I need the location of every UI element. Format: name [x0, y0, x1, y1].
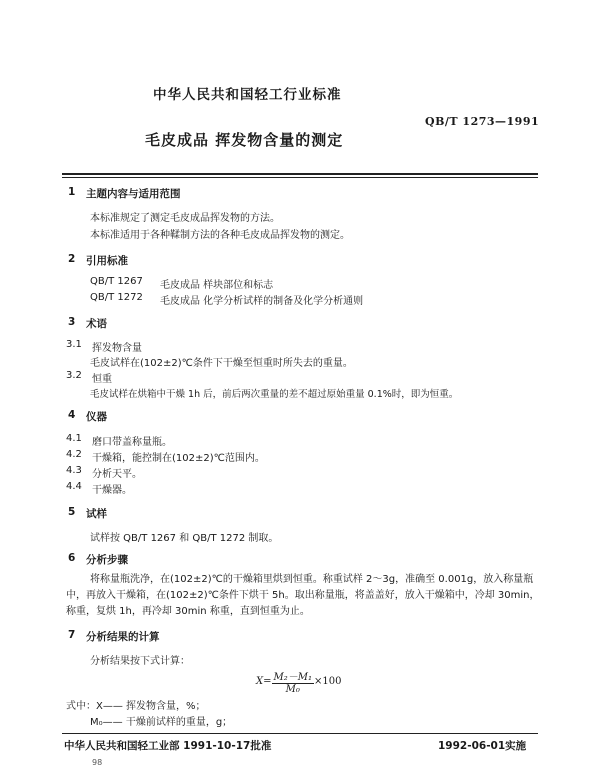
subsection-number: 3.2: [66, 370, 82, 381]
document-title: 毛皮成品 挥发物含量的测定: [145, 131, 344, 149]
list-item-number: 4.2: [66, 449, 82, 460]
reference-code: QB/T 1272: [90, 292, 143, 303]
list-item-text: 干燥箱，能控制在(102±2)℃范围内。: [92, 453, 265, 464]
section-6-number: 6: [68, 552, 76, 564]
effective-date: 1992-06-01实施: [438, 740, 527, 752]
section-6-title: 分析步骤: [86, 554, 128, 566]
list-item-text: 分析天平。: [92, 469, 142, 480]
subsection-title: 恒重: [92, 374, 112, 385]
section-1-title: 主题内容与适用范围: [86, 188, 181, 200]
footer-rule: [62, 733, 538, 734]
standard-code: QB/T 1273—1991: [425, 115, 540, 128]
page-number: 98: [92, 758, 103, 767]
section-5-number: 5: [68, 506, 76, 518]
variable-definition: M₀—— 干燥前试样的重量，g；: [90, 717, 233, 728]
reference-title: 毛皮成品 化学分析试样的制备及化学分析通则: [160, 296, 364, 307]
section-5-text: 试样按 QB/T 1267 和 QB/T 1272 制取。: [90, 533, 279, 544]
approval-statement: 中华人民共和国轻工业部 1991-10-17批准: [64, 740, 272, 752]
header-rule-thick: [62, 173, 538, 175]
procedure-paragraph: 将称量瓶洗净，在(102±2)℃的干燥箱里烘到恒重。称重试样 2～3g，准确至 0.001g，放入称量瓶中，再放入干燥箱，在(102±2)℃条件下烘干 5h。取出称量瓶，将盖盖好，放入干燥箱中，冷却 30min，称重，复烘 1h，再冷却 30min 称重，直到恒重为止。: [66, 574, 540, 617]
list-item-text: 磨口带盖称量瓶。: [92, 437, 172, 448]
reference-code: QB/T 1267: [90, 276, 143, 287]
formula-rhs: ×100: [314, 676, 342, 687]
section-1-number: 1: [68, 186, 76, 198]
calculation-intro: 分析结果按下式计算：: [90, 656, 190, 667]
term-definition: 毛皮试样在烘箱中干燥 1h 后，前后两次重量的差不超过原始重量 0.1%时，即为恒重。: [90, 389, 459, 400]
formula: [256, 668, 341, 695]
section-1-line: 本标准适用于各种鞣制方法的各种毛皮成品挥发物的测定。: [90, 230, 350, 241]
section-3-title: 术语: [86, 318, 107, 330]
section-5-title: 试样: [86, 508, 107, 520]
section-7-number: 7: [68, 629, 76, 641]
section-4-title: 仪器: [86, 411, 107, 423]
list-item-text: 干燥器。: [92, 485, 132, 496]
section-1-line: 本标准规定了测定毛皮成品挥发物的方法。: [90, 213, 280, 224]
section-4-number: 4: [68, 409, 76, 421]
reference-title: 毛皮成品 样块部位和标志: [160, 280, 274, 291]
list-item-number: 4.3: [66, 465, 82, 476]
list-item-number: 4.4: [66, 481, 82, 492]
section-3-number: 3: [68, 316, 76, 328]
section-7-title: 分析结果的计算: [86, 631, 160, 643]
issuing-authority-header: 中华人民共和国轻工行业标准: [153, 87, 342, 103]
formula-denominator: M₀: [285, 684, 300, 695]
section-2-title: 引用标准: [86, 255, 128, 267]
variable-definition: 式中：X—— 挥发物含量，%；: [66, 701, 206, 712]
section-2-number: 2: [68, 253, 76, 265]
subsection-title: 挥发物含量: [92, 343, 142, 354]
header-rule-thin: [62, 177, 538, 178]
formula-numerator: M₂－M₁: [272, 668, 315, 684]
formula-lhs: X=: [256, 676, 272, 687]
subsection-number: 3.1: [66, 339, 82, 350]
list-item-number: 4.1: [66, 433, 82, 444]
term-definition: 毛皮试样在(102±2)℃条件下干燥至恒重时所失去的重量。: [90, 358, 353, 369]
formula-fraction: [272, 668, 315, 695]
